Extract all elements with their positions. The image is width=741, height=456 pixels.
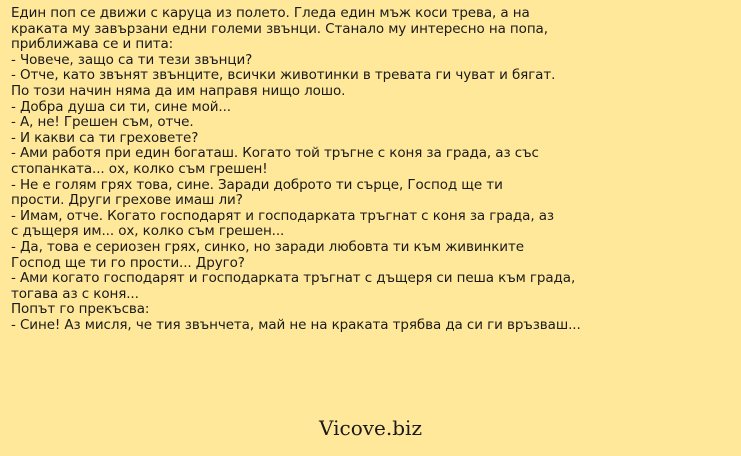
joke-line: Попът го прекъсва:	[11, 301, 150, 318]
joke-line: По този начин няма да им направя нищо лошо.	[11, 82, 346, 99]
joke-line: - Не е голям грях това, сине. Заради доброто ти сърце, Господ ще ти	[11, 176, 503, 193]
joke-text	[11, 6, 731, 333]
joke-line: краката му завързани едни големи звънци. Станало му интересно на попа,	[11, 20, 548, 37]
joke-line: - Имам, отче. Когато господарят и господарката тръгнат с коня за града, аз	[11, 207, 554, 224]
joke-line: - Отче, като звънят звънците, всички животинки в тревата ги чуват и бягат.	[11, 67, 556, 84]
joke-line: тогава аз с коня...	[11, 285, 139, 302]
joke-line: - Ами когато господарят и господарката тръгнат с дъщеря си пеша към града,	[11, 270, 576, 287]
joke-line: - Добра душа си ти, сине мой...	[11, 98, 231, 115]
site-watermark: Vicove.biz	[319, 416, 422, 440]
joke-line: - И какви са ти греховете?	[11, 129, 199, 146]
joke-line: с дъщеря им... ох, колко съм грешен...	[11, 223, 285, 240]
joke-line: Един поп се движи с каруца из полето. Гледа един мъж коси трева, а на	[11, 5, 530, 21]
joke-line: Господ ще ти го прости... Друго?	[11, 254, 245, 271]
joke-line: - А, не! Грешен съм, отче.	[11, 114, 194, 131]
joke-line: - Сине! Аз мисля, че тия звънчета, май не на краката трябва да си ги връзваш...	[11, 316, 581, 333]
joke-line: - Да, това е сериозен грях, синко, но заради любовта ти към живинките	[11, 238, 524, 255]
joke-line: - Човече, защо са ти тези звънци?	[11, 51, 253, 68]
joke-line: стопанката... ох, колко съм грешен!	[11, 160, 268, 177]
joke-line: приближава се и пита:	[11, 36, 174, 53]
joke-line: - Ами работя при един богаташ. Когато той тръгне с коня за града, аз със	[11, 145, 539, 162]
joke-line: прости. Други грехове имаш ли?	[11, 192, 243, 209]
